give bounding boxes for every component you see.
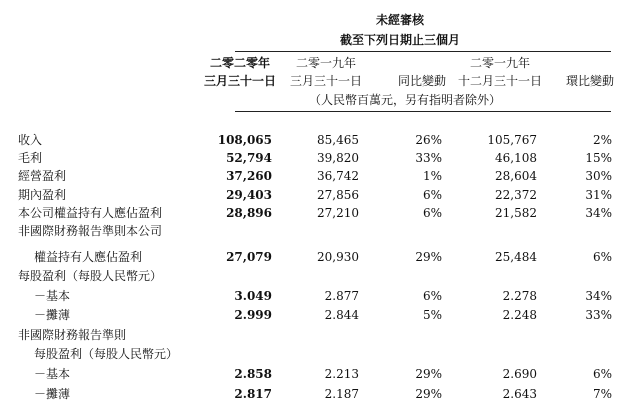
col2-header-line1: 二零一九年 — [295, 56, 356, 70]
cell-2019: 2.187 — [324, 387, 359, 401]
cell-qoq: 6% — [592, 367, 612, 381]
cell-qoq: 7% — [592, 387, 612, 401]
cell-2019: 2.877 — [324, 289, 359, 303]
cell-2019: 27,210 — [317, 206, 359, 220]
cell-qoq: 30% — [585, 169, 612, 183]
unit-note: （人民幣百萬元，另有指明者除外） — [308, 93, 501, 107]
row-label: 經營盈利 — [18, 169, 67, 183]
cell-yoy: 6% — [422, 289, 442, 303]
row-label: 本公司權益持有人應佔盈利 — [18, 206, 163, 220]
cell-2020: 28,896 — [226, 206, 272, 220]
header-rule-bottom — [235, 111, 611, 112]
cell-yoy: 29% — [415, 387, 442, 401]
cell-dec2019: 2.643 — [502, 387, 537, 401]
cell-2020: 2.858 — [234, 367, 272, 381]
cell-2020: 52,794 — [226, 151, 272, 165]
cell-qoq: 33% — [585, 308, 612, 322]
cell-yoy: 29% — [415, 367, 442, 381]
row-label: 非國際財務報告準則 — [18, 328, 127, 342]
cell-dec2019: 28,604 — [495, 169, 537, 183]
row-label: －攤薄 — [34, 308, 71, 322]
col2-header-line2: 三月三十一日 — [289, 74, 362, 88]
period-caption: 截至下列日期止三個月 — [339, 33, 460, 47]
cell-qoq: 31% — [585, 188, 612, 202]
cell-2019: 2.844 — [324, 308, 359, 322]
cell-yoy: 5% — [422, 308, 442, 322]
cell-dec2019: 21,582 — [495, 206, 537, 220]
row-label: 每股盈利（每股人民幣元） — [18, 269, 163, 283]
cell-qoq: 2% — [592, 133, 612, 147]
cell-2020: 2.999 — [234, 308, 272, 322]
cell-2020: 37,260 — [226, 169, 272, 183]
row-label: －基本 — [34, 367, 71, 381]
cell-qoq: 15% — [585, 151, 612, 165]
cell-2020: 29,403 — [226, 188, 272, 202]
cell-yoy: 6% — [422, 206, 442, 220]
row-label: 毛利 — [18, 151, 43, 165]
cell-dec2019: 105,767 — [487, 133, 537, 147]
cell-dec2019: 25,484 — [495, 250, 537, 264]
row-label: －基本 — [34, 289, 71, 303]
cell-yoy: 6% — [422, 188, 442, 202]
cell-2020: 27,079 — [226, 250, 272, 264]
cell-dec2019: 2.248 — [502, 308, 537, 322]
col1-header-line2: 三月三十一日 — [203, 74, 276, 88]
col3-header: 同比變動 — [397, 74, 446, 88]
cell-qoq: 34% — [585, 206, 612, 220]
cell-2019: 39,820 — [317, 151, 359, 165]
row-label: 非國際財務報告準則本公司 — [18, 224, 163, 238]
cell-2020: 108,065 — [217, 133, 272, 147]
cell-2020: 3.049 — [234, 289, 272, 303]
cell-2019: 2.213 — [324, 367, 359, 381]
row-label: 權益持有人應佔盈利 — [34, 250, 143, 264]
cell-dec2019: 22,372 — [495, 188, 537, 202]
header-rule-top — [235, 51, 611, 52]
cell-2019: 20,930 — [317, 250, 359, 264]
cell-2019: 27,856 — [317, 188, 359, 202]
cell-yoy: 29% — [415, 250, 442, 264]
row-label: 每股盈利（每股人民幣元） — [34, 347, 179, 361]
row-label: －攤薄 — [34, 387, 71, 401]
cell-dec2019: 2.690 — [502, 367, 537, 381]
cell-dec2019: 2.278 — [502, 289, 537, 303]
cell-2020: 2.817 — [234, 387, 272, 401]
col1-header-line1: 二零二零年 — [209, 56, 270, 70]
cell-2019: 85,465 — [317, 133, 359, 147]
cell-2019: 36,742 — [317, 169, 359, 183]
cell-yoy: 26% — [415, 133, 442, 147]
col4-header-line2: 十二月三十一日 — [457, 74, 542, 88]
cell-qoq: 6% — [592, 250, 612, 264]
row-label: 收入 — [18, 133, 43, 147]
cell-qoq: 34% — [585, 289, 612, 303]
cell-dec2019: 46,108 — [495, 151, 537, 165]
cell-yoy: 33% — [415, 151, 442, 165]
unaudited-label: 未經審核 — [375, 13, 424, 27]
cell-yoy: 1% — [422, 169, 442, 183]
col5-header: 環比變動 — [565, 74, 614, 88]
col4-header-line1: 二零一九年 — [469, 56, 530, 70]
row-label: 期內盈利 — [18, 188, 67, 202]
